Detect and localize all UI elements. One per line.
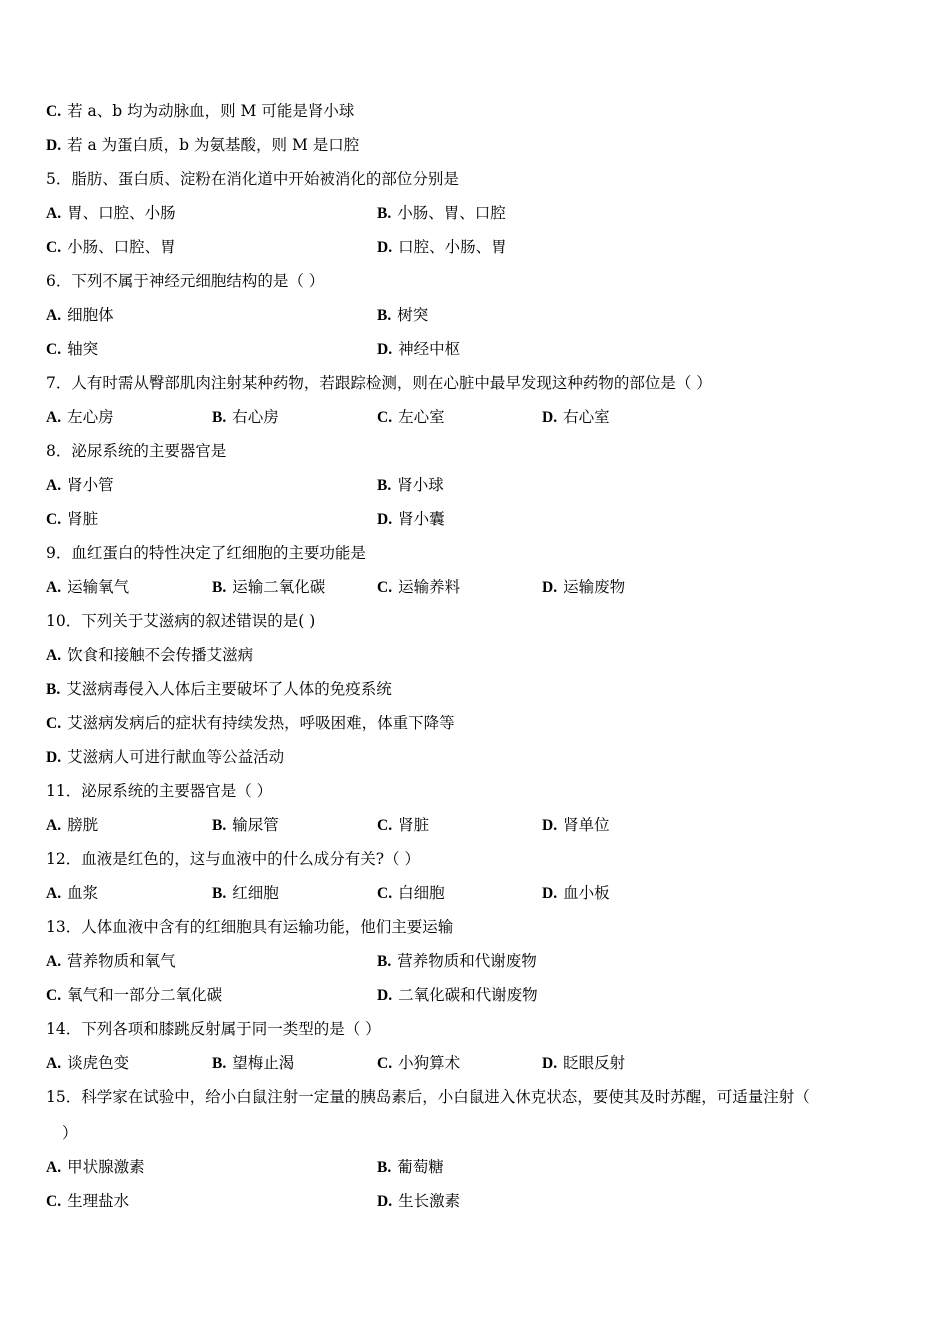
option-text: 血浆 (67, 884, 99, 902)
options-line (0, 1046, 950, 1080)
option-letter: A. (46, 307, 62, 324)
answer-option (542, 808, 610, 843)
options-line (0, 944, 950, 978)
answer-option (377, 570, 460, 605)
answer-option (46, 128, 359, 163)
question-line (0, 366, 950, 400)
option-text: 右心室 (563, 408, 610, 426)
answer-option (46, 808, 98, 843)
option-text: 肾小球 (397, 476, 444, 494)
option-letter: C. (46, 987, 62, 1004)
options-line (0, 808, 950, 842)
answer-option (46, 400, 114, 435)
options-line (0, 128, 950, 162)
option-text: 若 a、b 均为动脉血，则 M 可能是肾小球 (67, 102, 355, 120)
option-text: 眨眼反射 (563, 1054, 626, 1072)
answer-option (46, 638, 253, 673)
options-line (0, 876, 950, 910)
answer-option (46, 298, 114, 333)
option-text: 肾单位 (563, 816, 610, 834)
option-text: 细胞体 (67, 306, 114, 324)
option-letter: C. (377, 817, 393, 834)
options-line (0, 230, 950, 264)
answer-option (46, 570, 129, 605)
option-text: 运输氧气 (67, 578, 130, 596)
option-letter: C. (377, 1055, 393, 1072)
options-line (0, 400, 950, 434)
question-line (0, 1012, 950, 1046)
option-letter: C. (46, 511, 62, 528)
answer-option (46, 196, 176, 231)
answer-option (377, 468, 444, 503)
question-line (0, 1116, 950, 1150)
question-stem: 13．人体血液中含有的红细胞具有运输功能，他们主要运输 (46, 918, 454, 936)
option-letter: B. (212, 885, 227, 902)
option-text: 肾脏 (398, 816, 430, 834)
option-text: 输尿管 (232, 816, 279, 834)
options-line (0, 468, 950, 502)
answer-option (377, 400, 445, 435)
options-line (0, 1150, 950, 1184)
answer-option (377, 944, 537, 979)
answer-option (46, 978, 222, 1013)
option-text: 艾滋病人可进行献血等公益活动 (67, 748, 285, 766)
option-text: 轴突 (67, 340, 99, 358)
option-text: 口腔、小肠、胃 (398, 238, 507, 256)
option-letter: A. (46, 205, 62, 222)
question-stem: 12．血液是红色的，这与血液中的什么成分有关?（ ） (46, 850, 420, 868)
option-letter: D. (46, 137, 62, 154)
answer-option (212, 808, 279, 843)
option-text: 生长激素 (398, 1192, 461, 1210)
option-letter: B. (377, 307, 392, 324)
question-stem: 15．科学家在试验中，给小白鼠注射一定量的胰岛素后，小白鼠进入休克状态，要使其及时苏醒，可适量注射（ (46, 1088, 810, 1106)
option-letter: C. (46, 239, 62, 256)
option-text: 营养物质和氧气 (67, 952, 176, 970)
option-letter: C. (46, 341, 62, 358)
option-letter: B. (377, 477, 392, 494)
option-letter: A. (46, 1159, 62, 1176)
answer-option (377, 230, 507, 265)
option-text: 饮食和接触不会传播艾滋病 (67, 646, 254, 664)
answer-option (46, 672, 392, 707)
answer-option (377, 978, 538, 1013)
option-letter: D. (377, 511, 393, 528)
answer-option (46, 502, 98, 537)
question-stem: 8．泌尿系统的主要器官是 (46, 442, 227, 460)
question-stem: 14．下列各项和膝跳反射属于同一类型的是（ ） (46, 1020, 381, 1038)
question-stem: 11．泌尿系统的主要器官是（ ） (46, 782, 273, 800)
option-text: 小肠、胃、口腔 (397, 204, 506, 222)
answer-option (377, 1150, 444, 1185)
answer-option (377, 196, 506, 231)
option-letter: B. (212, 817, 227, 834)
question-line (0, 910, 950, 944)
question-stem-continuation: ） (62, 1124, 78, 1142)
option-letter: A. (46, 1055, 62, 1072)
option-letter: D. (542, 817, 558, 834)
question-line (0, 162, 950, 196)
answer-option (46, 1046, 129, 1081)
option-letter: D. (377, 341, 393, 358)
question-stem: 7．人有时需从臀部肌肉注射某种药物，若跟踪检测，则在心脏中最早发现这种药物的部位是（ ） (46, 374, 712, 392)
question-line (0, 536, 950, 570)
option-text: 生理盐水 (67, 1192, 130, 1210)
option-text: 树突 (397, 306, 429, 324)
answer-option (542, 400, 610, 435)
options-line (0, 332, 950, 366)
options-line (0, 502, 950, 536)
option-letter: D. (542, 579, 558, 596)
answer-option (377, 876, 445, 911)
answer-option (212, 1046, 294, 1081)
option-text: 肾小囊 (398, 510, 445, 528)
options-line (0, 298, 950, 332)
option-letter: B. (46, 681, 61, 698)
question-stem: 10．下列关于艾滋病的叙述错误的是( ) (46, 612, 316, 630)
option-letter: A. (46, 885, 62, 902)
option-letter: C. (46, 103, 62, 120)
option-text: 运输废物 (563, 578, 626, 596)
answer-option (377, 298, 428, 333)
question-line (0, 842, 950, 876)
option-letter: C. (46, 715, 62, 732)
answer-option (46, 1150, 145, 1185)
options-line (0, 94, 950, 128)
option-text: 左心房 (67, 408, 114, 426)
option-letter: C. (377, 885, 393, 902)
option-text: 血小板 (563, 884, 610, 902)
option-letter: D. (542, 1055, 558, 1072)
option-letter: A. (46, 953, 62, 970)
option-letter: D. (377, 239, 393, 256)
option-text: 小狗算术 (398, 1054, 461, 1072)
option-letter: A. (46, 647, 62, 664)
option-text: 谈虎色变 (67, 1054, 130, 1072)
options-line (0, 196, 950, 230)
answer-option (46, 230, 176, 265)
option-text: 左心室 (398, 408, 445, 426)
option-letter: D. (542, 885, 558, 902)
option-text: 膀胱 (67, 816, 99, 834)
answer-option (46, 876, 98, 911)
option-text: 肾小管 (67, 476, 114, 494)
option-text: 营养物质和代谢废物 (397, 952, 537, 970)
option-text: 白细胞 (398, 884, 445, 902)
option-letter: D. (542, 409, 558, 426)
answer-option (542, 876, 610, 911)
options-line (0, 1184, 950, 1218)
option-text: 运输二氧化碳 (232, 578, 326, 596)
options-line (0, 978, 950, 1012)
option-letter: B. (377, 205, 392, 222)
option-letter: A. (46, 409, 62, 426)
option-text: 望梅止渴 (232, 1054, 295, 1072)
option-text: 胃、口腔、小肠 (67, 204, 176, 222)
question-line (0, 264, 950, 298)
option-letter: C. (46, 1193, 62, 1210)
option-text: 红细胞 (232, 884, 279, 902)
question-line (0, 774, 950, 808)
answer-option (46, 468, 114, 503)
option-letter: D. (46, 749, 62, 766)
answer-option (377, 332, 460, 367)
question-line (0, 1080, 950, 1114)
option-text: 小肠、口腔、胃 (67, 238, 176, 256)
option-letter: A. (46, 817, 62, 834)
option-text: 艾滋病毒侵入人体后主要破坏了人体的免疫系统 (66, 680, 392, 698)
answer-option (377, 502, 445, 537)
options-line (0, 638, 950, 672)
question-line (0, 434, 950, 468)
answer-option (377, 1046, 460, 1081)
option-text: 若 a 为蛋白质，b 为氨基酸，则 M 是口腔 (67, 136, 360, 154)
option-text: 神经中枢 (398, 340, 461, 358)
question-stem: 9．血红蛋白的特性决定了红细胞的主要功能是 (46, 544, 366, 562)
option-text: 二氧化碳和代谢废物 (398, 986, 538, 1004)
option-text: 艾滋病发病后的症状有持续发热，呼吸困难，体重下降等 (67, 714, 455, 732)
options-line (0, 740, 950, 774)
answer-option (377, 808, 429, 843)
answer-option (212, 400, 279, 435)
answer-option (377, 1184, 460, 1219)
options-line (0, 706, 950, 740)
question-stem: 6．下列不属于神经元细胞结构的是（ ） (46, 272, 325, 290)
question-line (0, 604, 950, 638)
option-text: 运输养料 (398, 578, 461, 596)
answer-option (46, 944, 176, 979)
option-letter: C. (377, 409, 393, 426)
answer-option (46, 332, 98, 367)
answer-option (46, 706, 455, 741)
options-line (0, 672, 950, 706)
option-text: 肾脏 (67, 510, 99, 528)
answer-option (542, 570, 625, 605)
options-line (0, 570, 950, 604)
answer-option (46, 740, 284, 775)
option-letter: A. (46, 579, 62, 596)
option-letter: A. (46, 477, 62, 494)
option-letter: B. (377, 1159, 392, 1176)
option-letter: B. (377, 953, 392, 970)
option-text: 甲状腺激素 (67, 1158, 145, 1176)
option-text: 氧气和一部分二氧化碳 (67, 986, 223, 1004)
answer-option (46, 1184, 129, 1219)
option-text: 右心房 (232, 408, 279, 426)
answer-option (46, 94, 354, 129)
option-letter: B. (212, 1055, 227, 1072)
option-letter: D. (377, 1193, 393, 1210)
answer-option (212, 570, 325, 605)
option-text: 葡萄糖 (397, 1158, 444, 1176)
answer-option (212, 876, 279, 911)
option-letter: B. (212, 579, 227, 596)
answer-option (542, 1046, 625, 1081)
option-letter: B. (212, 409, 227, 426)
question-stem: 5．脂肪、蛋白质、淀粉在消化道中开始被消化的部位分别是 (46, 170, 459, 188)
option-letter: C. (377, 579, 393, 596)
option-letter: D. (377, 987, 393, 1004)
